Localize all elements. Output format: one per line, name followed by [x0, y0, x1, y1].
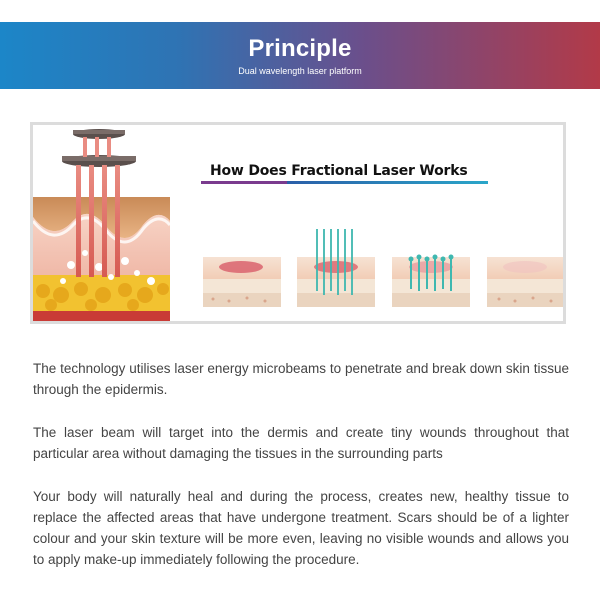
stage-panel-microbeams [297, 229, 375, 307]
page-subtitle: Dual wavelength laser platform [238, 66, 362, 76]
figure-title: How Does Fractional Laser Works [210, 163, 468, 179]
paragraph-healing: Your body will naturally heal and during the process, creates new, healthy tissue to replace the affected areas that have undergone treatment. Scars should be of a lighter colour and your skin texture will be more even, leaving no visible wounds and allows you to apply make-up immediately following the procedure. [33, 489, 569, 567]
stage-panel-healing [392, 255, 470, 308]
fractional-laser-figure [30, 122, 566, 324]
header-banner [0, 22, 600, 89]
skin-cross-section [33, 197, 170, 321]
stage-panel-untreated [203, 257, 281, 307]
stage-panel-renewed [487, 257, 563, 307]
figure-illustration [33, 125, 563, 321]
page-title: Principle [248, 35, 352, 62]
figure-title-underline [201, 181, 488, 184]
paragraph-laser-beam: The laser beam will target into the dermis and create tiny wounds throughout that particular area without damaging the tissues in the surrounding parts [33, 425, 569, 461]
paragraph-technology: The technology utilises laser energy microbeams to penetrate and break down skin tissue through the epidermis. [33, 361, 569, 397]
